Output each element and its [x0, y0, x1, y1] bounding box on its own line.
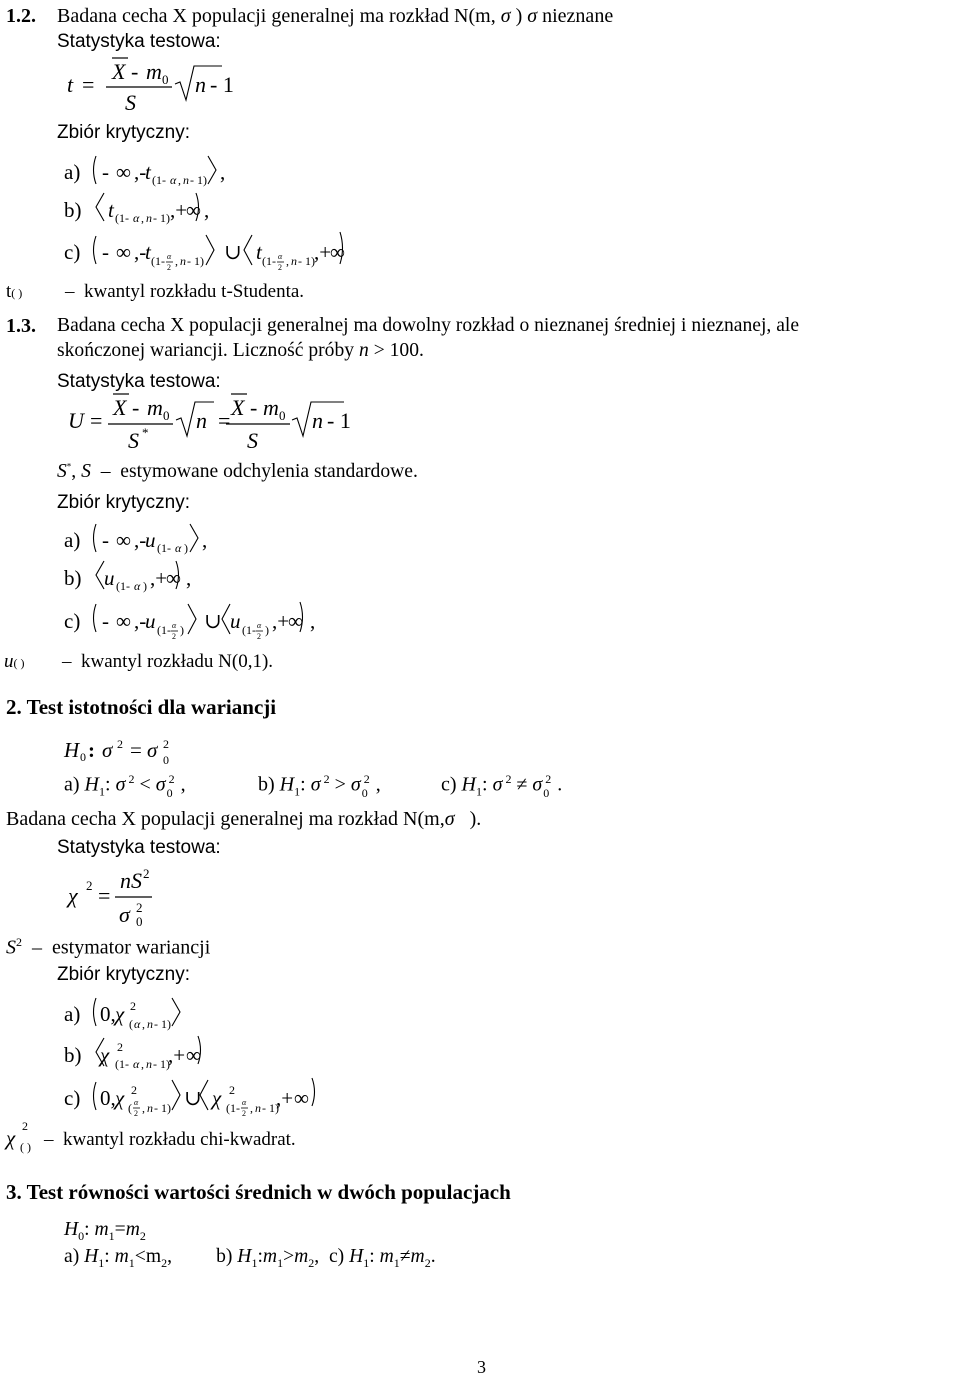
svg-text:2: 2	[278, 263, 282, 272]
svg-text:∞: ∞	[186, 1043, 201, 1067]
svg-text:u: u	[104, 566, 115, 590]
svg-text:,: ,	[250, 1101, 253, 1115]
svg-text:α: α	[167, 252, 172, 261]
svg-text:∞: ∞	[330, 240, 345, 264]
svg-text:H: H	[64, 738, 80, 762]
svg-text:X: X	[231, 395, 245, 420]
quantile-symbol-t: t( )	[6, 281, 23, 302]
svg-text:n: n	[291, 254, 297, 268]
note-text: estymowane odchylenia standardowe.	[120, 461, 418, 482]
svg-text:(: (	[128, 1101, 132, 1115]
svg-text:=: =	[82, 72, 95, 97]
svg-text:n: n	[146, 211, 152, 225]
svg-text:(: (	[129, 1017, 133, 1031]
svg-text:α: α	[134, 1098, 139, 1107]
svg-text:2: 2	[130, 999, 136, 1013]
line2-tail: > 100.	[373, 340, 424, 361]
svg-text:,: ,	[141, 1057, 144, 1071]
svg-text::: :	[88, 738, 95, 762]
svg-text:X: X	[113, 395, 127, 420]
svg-text:0: 0	[136, 914, 143, 929]
svg-text:∪: ∪	[224, 240, 242, 264]
svg-text:( ): ( )	[20, 1140, 31, 1154]
svg-text:- 1): - 1)	[262, 1101, 279, 1115]
svg-text:σ: σ	[119, 902, 130, 927]
heading-text: Badana cecha X populacji generalnej ma rozkład N(m,	[57, 5, 496, 27]
svg-text:t: t	[256, 240, 262, 264]
svg-text:c): c)	[64, 609, 81, 633]
svg-text:2: 2	[22, 1119, 28, 1133]
svg-text:): )	[180, 623, 184, 637]
svg-text:2: 2	[143, 866, 150, 881]
alt-b-label: b)	[258, 773, 275, 796]
svg-text:-: -	[250, 395, 258, 420]
svg-text:2: 2	[167, 263, 171, 272]
svg-text:nS: nS	[120, 868, 142, 893]
svg-text:(1-: (1-	[242, 623, 256, 637]
statistic-label-2: Statystyka testowa:	[57, 837, 221, 858]
svg-text:c): c)	[64, 1086, 81, 1110]
svg-text:(1-: (1-	[262, 254, 276, 268]
svg-text:m: m	[147, 395, 163, 420]
svg-text:∞: ∞	[116, 528, 131, 552]
quantile-desc-2: – kwantyl rozkładu chi-kwadrat.	[44, 1129, 296, 1150]
svg-text:m: m	[263, 395, 279, 420]
svg-text:α: α	[242, 1098, 247, 1107]
svg-text:,: ,	[286, 254, 289, 268]
svg-text:*: *	[142, 425, 149, 440]
svg-text:,+: ,+	[272, 609, 290, 633]
svg-text:,+: ,+	[150, 566, 168, 590]
quantile-desc-text: kwantyl rozkładu N(0,1).	[81, 651, 274, 672]
option-c-label: c)	[64, 240, 81, 264]
t-symbol: t	[6, 281, 12, 302]
option-b-label: b)	[64, 198, 82, 222]
quantile-desc-text: kwantyl rozkładu t-Studenta.	[84, 281, 305, 302]
population-line-2: Badana cecha X populacji generalnej ma rozkład N(m,σ ).	[6, 808, 482, 830]
svg-text:α: α	[278, 252, 283, 261]
svg-text:2: 2	[117, 1040, 123, 1054]
svg-text:a): a)	[64, 528, 81, 552]
section-number-1-2: 1.2.	[6, 5, 36, 27]
svg-text:∞: ∞	[294, 1086, 309, 1110]
svg-text:u: u	[145, 528, 156, 552]
svg-text:,-: ,-	[134, 609, 147, 633]
svg-text:X: X	[112, 59, 126, 84]
estimator-line: $S^2$ – estymator wariancji	[6, 935, 211, 959]
line2-text: skończonej wariancji. Liczność próby	[57, 340, 355, 361]
section-heading-1-2: Badana cecha X populacji generalnej ma rozkład N(m, σ ) σ nieznane	[57, 5, 614, 27]
svg-text:a): a)	[64, 1002, 81, 1026]
svg-text:(1-: (1-	[116, 579, 130, 593]
svg-text:,+: ,+	[170, 198, 188, 222]
svg-text:t: t	[145, 160, 151, 184]
quantile-desc-text: kwantyl rozkładu chi-kwadrat.	[63, 1129, 296, 1150]
svg-text:-: -	[102, 528, 109, 552]
svg-text:0: 0	[162, 72, 169, 87]
svg-text:0,: 0,	[100, 1086, 116, 1110]
svg-text:n: n	[183, 173, 189, 187]
svg-text:n: n	[147, 1017, 153, 1031]
svg-text:2: 2	[163, 737, 169, 751]
svg-text:-: -	[132, 395, 140, 420]
statistic-label: Statystyka testowa:	[57, 31, 221, 52]
quantile-symbol-u: u( )	[4, 651, 25, 672]
svg-text:n: n	[146, 1057, 152, 1071]
quantile-desc-1-3: – kwantyl rozkładu N(0,1).	[62, 651, 274, 672]
svg-text:χ: χ	[212, 1086, 222, 1110]
critical-region-label-2: Zbiór krytyczny:	[57, 964, 191, 985]
section-1-3-line1: Badana cecha X populacji generalnej ma dowolny rozkład o nieznanej średniej i nieznanej, ale	[57, 315, 800, 336]
svg-text:- 1: - 1	[210, 72, 234, 97]
svg-text:=: =	[130, 738, 142, 762]
svg-text:0: 0	[163, 408, 170, 423]
svg-text:2: 2	[131, 1083, 137, 1097]
svg-text:∪: ∪	[204, 609, 222, 633]
alt-hypotheses-3: a) $H_1$: $m_1<m_2$, b) $H_1:m_1>m_2$, c) $H_1$: $m_1\ne m_2$.	[64, 1246, 436, 1270]
svg-text:(1-: (1-	[226, 1101, 240, 1115]
svg-text:0: 0	[279, 408, 286, 423]
svg-text:2: 2	[86, 878, 93, 893]
svg-text:,+: ,+	[314, 240, 332, 264]
svg-text:- 1): - 1)	[187, 254, 204, 268]
section-1-3-line2: skończonej wariancji. Liczność próby n > 100.	[57, 340, 424, 361]
svg-text:S: S	[247, 428, 258, 453]
svg-text:- 1: - 1	[327, 408, 351, 433]
svg-text:σ: σ	[147, 738, 158, 762]
alt-hypotheses-2: a) $H_1$: σ $^2$ < σ $^2_0$ ,	[64, 771, 186, 800]
svg-text:χ: χ	[115, 1002, 125, 1026]
svg-text:2: 2	[257, 632, 261, 641]
svg-text:n: n	[180, 254, 186, 268]
svg-text:,+: ,+	[168, 1043, 186, 1067]
null-hypothesis-3: $H_0$: $m_1=m_2$	[64, 1219, 146, 1243]
svg-text:S: S	[125, 90, 136, 115]
svg-text:n: n	[312, 408, 323, 433]
svg-text:n: n	[195, 72, 206, 97]
svg-text:χ: χ	[100, 1043, 110, 1067]
svg-text:- 1): - 1)	[154, 1017, 171, 1031]
svg-text:2: 2	[242, 1109, 246, 1118]
alt-hypothesis-c: c) $H_1$: σ $^2$ ≠ σ $^2_0$ .	[441, 771, 563, 800]
formula-t-statistic: t	[67, 72, 74, 97]
svg-text:=: =	[90, 408, 103, 433]
svg-text:(1-: (1-	[151, 254, 165, 268]
svg-text:- 1): - 1)	[153, 1057, 170, 1071]
option-a-label: a)	[64, 160, 81, 184]
svg-text:,: ,	[204, 198, 210, 222]
svg-text:,: ,	[220, 160, 226, 184]
svg-text:- 1): - 1)	[190, 173, 207, 187]
svg-text:2: 2	[134, 1109, 138, 1118]
critical-region-label: Zbiór krytyczny:	[57, 122, 191, 143]
svg-text:-: -	[102, 160, 109, 184]
statistic-label-1-3: Statystyka testowa:	[57, 371, 221, 392]
svg-text:(1-: (1-	[152, 173, 166, 187]
svg-text:χ: χ	[6, 1126, 16, 1150]
svg-text:,: ,	[175, 254, 178, 268]
svg-text:α: α	[133, 211, 140, 225]
svg-text:U: U	[68, 408, 84, 433]
svg-text:- 1): - 1)	[154, 1101, 171, 1115]
svg-text:,: ,	[202, 528, 208, 552]
svg-text:-: -	[102, 609, 109, 633]
section-heading-3: 3. Test równości wartości średnich w dwóch populacjach	[6, 1180, 511, 1204]
svg-text:,-: ,-	[134, 240, 147, 264]
svg-text:t: t	[145, 240, 151, 264]
alt-c-label: c)	[441, 773, 457, 796]
svg-text:,: ,	[178, 173, 181, 187]
svg-text:=: =	[218, 408, 231, 433]
svg-text:∞: ∞	[288, 609, 303, 633]
svg-text:σ: σ	[102, 738, 113, 762]
svg-text:t: t	[108, 198, 114, 222]
estimators-note: S*, S – estymowane odchylenia standardowe.	[57, 461, 418, 482]
svg-text:α: α	[133, 1057, 140, 1071]
svg-text:2: 2	[136, 900, 143, 915]
svg-text:S: S	[128, 428, 139, 453]
svg-text:2: 2	[172, 632, 176, 641]
svg-text:,-: ,-	[134, 528, 147, 552]
svg-text:): )	[184, 541, 188, 555]
alt-hypothesis-b: b) $H_1$: σ $^2$ > σ $^2_0$ ,	[258, 771, 381, 800]
svg-text:-: -	[102, 240, 109, 264]
svg-text:): )	[143, 579, 147, 593]
heading-tail: nieznane	[542, 5, 614, 27]
svg-text:u: u	[230, 609, 241, 633]
svg-text:(1-: (1-	[115, 1057, 129, 1071]
svg-text:2: 2	[229, 1083, 235, 1097]
svg-text:n: n	[196, 408, 207, 433]
svg-text:∞: ∞	[186, 198, 201, 222]
svg-text:α: α	[134, 1017, 141, 1031]
svg-text:0: 0	[80, 750, 86, 764]
svg-text:u: u	[145, 609, 156, 633]
svg-text:,: ,	[141, 211, 144, 225]
svg-text:m: m	[146, 59, 162, 84]
svg-text:0: 0	[163, 753, 169, 767]
svg-text:,: ,	[142, 1101, 145, 1115]
svg-text:α: α	[175, 541, 182, 555]
svg-text:- 1): - 1)	[298, 254, 315, 268]
svg-text:(1-: (1-	[157, 623, 171, 637]
svg-text:=: =	[98, 883, 111, 908]
estimator-text: estymator wariancji	[52, 936, 211, 959]
svg-text:∪: ∪	[184, 1086, 202, 1110]
svg-text:α: α	[257, 621, 262, 630]
population-tail: ).	[469, 808, 482, 830]
svg-text:∞: ∞	[166, 566, 181, 590]
quantile-desc-1-2: – kwantyl rozkładu t-Studenta.	[65, 281, 305, 302]
svg-text:α: α	[134, 579, 141, 593]
svg-text:): )	[265, 623, 269, 637]
svg-text:,: ,	[186, 566, 192, 590]
population-text: Badana cecha X populacji generalnej ma rozkład N(m,	[6, 808, 445, 830]
svg-text:(1-: (1-	[115, 211, 129, 225]
svg-text:2: 2	[117, 737, 123, 751]
svg-text:,-: ,-	[134, 160, 147, 184]
critical-region-label-1-3: Zbiór krytyczny:	[57, 492, 191, 513]
svg-text:χ: χ	[68, 883, 78, 908]
svg-text:-: -	[131, 59, 139, 84]
svg-text:∞: ∞	[116, 609, 131, 633]
svg-text:∞: ∞	[116, 160, 131, 184]
page-number: 3	[477, 1357, 486, 1377]
svg-text:n: n	[255, 1101, 261, 1115]
svg-text:b): b)	[64, 566, 82, 590]
svg-text:∞: ∞	[116, 240, 131, 264]
svg-text:,+: ,+	[276, 1086, 294, 1110]
section-heading-2: 2. Test istotności dla wariancji	[6, 695, 277, 719]
alt-a-label: a)	[64, 773, 80, 796]
svg-text:α: α	[172, 621, 177, 630]
section-number-1-3: 1.3.	[6, 315, 36, 337]
svg-text:b): b)	[64, 1043, 82, 1067]
svg-text:,: ,	[310, 609, 316, 633]
svg-text:0,: 0,	[100, 1002, 116, 1026]
svg-text:α: α	[170, 173, 177, 187]
svg-text:n: n	[147, 1101, 153, 1115]
svg-text:χ: χ	[115, 1086, 125, 1110]
svg-text:(1-: (1-	[157, 541, 171, 555]
svg-text:- 1): - 1)	[153, 211, 170, 225]
svg-text:,: ,	[142, 1017, 145, 1031]
